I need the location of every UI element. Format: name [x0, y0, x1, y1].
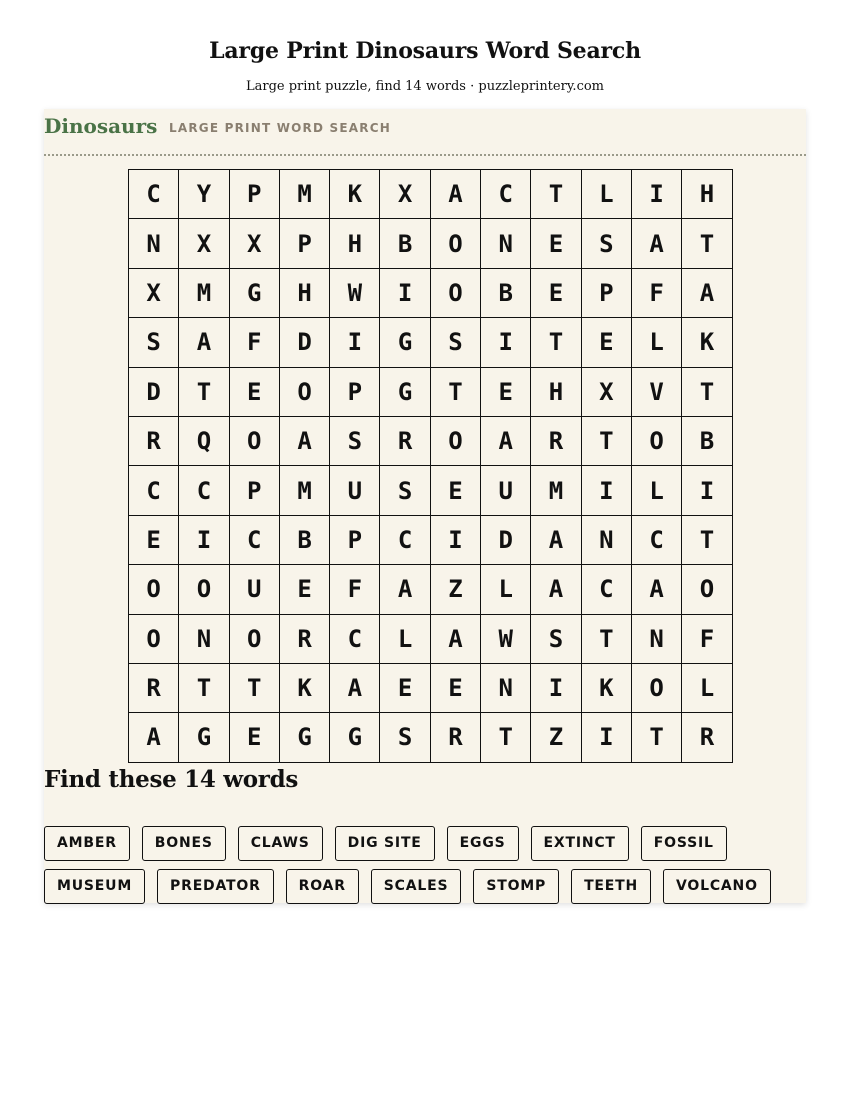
- grid-cell[interactable]: O: [279, 367, 329, 416]
- grid-cell[interactable]: C: [129, 170, 179, 219]
- page-title: Large Print Dinosaurs Word Search: [209, 38, 641, 64]
- grid-row: [129, 614, 733, 663]
- word-chip[interactable]: EXTINCT: [531, 826, 629, 861]
- grid-cell[interactable]: A: [430, 614, 480, 663]
- word-chip[interactable]: BONES: [142, 826, 226, 861]
- grid-cell[interactable]: B: [380, 219, 430, 268]
- grid-cell[interactable]: N: [481, 219, 531, 268]
- grid-cell[interactable]: T: [682, 219, 732, 268]
- grid-row: [129, 663, 733, 712]
- grid-cell[interactable]: F: [631, 268, 681, 317]
- grid-cell[interactable]: T: [179, 663, 229, 712]
- puzzle-kicker: LARGE PRINT WORD SEARCH: [169, 121, 391, 135]
- grid-cell[interactable]: E: [279, 565, 329, 614]
- grid-cell[interactable]: D: [481, 515, 531, 564]
- grid-cell[interactable]: L: [581, 170, 631, 219]
- grid-cell[interactable]: S: [430, 318, 480, 367]
- grid-cell[interactable]: O: [430, 416, 480, 465]
- grid-cell[interactable]: S: [531, 614, 581, 663]
- grid-cell[interactable]: E: [531, 219, 581, 268]
- grid-cell[interactable]: A: [531, 515, 581, 564]
- grid-cell[interactable]: S: [380, 466, 430, 515]
- grid-cell[interactable]: G: [380, 367, 430, 416]
- word-chip[interactable]: MUSEUM: [44, 869, 145, 904]
- grid-cell[interactable]: X: [179, 219, 229, 268]
- grid-cell[interactable]: T: [682, 515, 732, 564]
- word-chip[interactable]: EGGS: [447, 826, 519, 861]
- grid-row: [129, 268, 733, 317]
- grid-cell[interactable]: T: [631, 713, 681, 762]
- grid-cell[interactable]: I: [581, 466, 631, 515]
- grid-cell[interactable]: M: [531, 466, 581, 515]
- grid-cell[interactable]: T: [581, 416, 631, 465]
- word-chip[interactable]: CLAWS: [238, 826, 323, 861]
- grid-cell[interactable]: A: [430, 170, 480, 219]
- grid-cell[interactable]: G: [330, 713, 380, 762]
- grid-cell[interactable]: H: [682, 170, 732, 219]
- grid-cell[interactable]: R: [129, 416, 179, 465]
- word-chip[interactable]: SCALES: [371, 869, 462, 904]
- grid-cell[interactable]: T: [229, 663, 279, 712]
- grid-cell[interactable]: I: [179, 515, 229, 564]
- grid-row: [129, 515, 733, 564]
- word-list: [44, 826, 814, 904]
- grid-cell[interactable]: Q: [179, 416, 229, 465]
- grid-cell[interactable]: C: [380, 515, 430, 564]
- grid-cell[interactable]: S: [581, 219, 631, 268]
- grid-row: [129, 416, 733, 465]
- grid-cell[interactable]: A: [631, 565, 681, 614]
- grid-cell[interactable]: T: [531, 170, 581, 219]
- word-chip[interactable]: DIG SITE: [335, 826, 435, 861]
- grid-cell[interactable]: X: [229, 219, 279, 268]
- grid-cell[interactable]: I: [330, 318, 380, 367]
- grid-cell[interactable]: O: [631, 663, 681, 712]
- grid-cell[interactable]: M: [179, 268, 229, 317]
- grid-cell[interactable]: P: [581, 268, 631, 317]
- grid-cell[interactable]: G: [229, 268, 279, 317]
- grid-cell[interactable]: T: [531, 318, 581, 367]
- grid-cell[interactable]: U: [330, 466, 380, 515]
- grid-cell[interactable]: T: [682, 367, 732, 416]
- grid-cell[interactable]: E: [129, 515, 179, 564]
- grid-cell[interactable]: T: [481, 713, 531, 762]
- grid-cell[interactable]: T: [430, 367, 480, 416]
- grid-cell[interactable]: C: [179, 466, 229, 515]
- grid-cell[interactable]: A: [531, 565, 581, 614]
- grid-cell[interactable]: N: [179, 614, 229, 663]
- grid-cell[interactable]: F: [682, 614, 732, 663]
- grid-cell[interactable]: F: [229, 318, 279, 367]
- grid-cell[interactable]: T: [581, 614, 631, 663]
- puzzle-theme-title: Dinosaurs: [44, 114, 158, 138]
- grid-cell[interactable]: R: [279, 614, 329, 663]
- grid-cell[interactable]: O: [129, 614, 179, 663]
- grid-cell[interactable]: E: [581, 318, 631, 367]
- grid-cell[interactable]: V: [631, 367, 681, 416]
- grid-cell[interactable]: A: [380, 565, 430, 614]
- word-chip[interactable]: VOLCANO: [663, 869, 771, 904]
- grid-cell[interactable]: P: [330, 515, 380, 564]
- grid-cell[interactable]: D: [279, 318, 329, 367]
- grid-cell[interactable]: C: [229, 515, 279, 564]
- grid-cell[interactable]: Z: [430, 565, 480, 614]
- word-chip[interactable]: STOMP: [473, 869, 559, 904]
- grid-cell[interactable]: H: [279, 268, 329, 317]
- grid-cell[interactable]: I: [531, 663, 581, 712]
- grid-cell[interactable]: I: [481, 318, 531, 367]
- grid-cell[interactable]: A: [330, 663, 380, 712]
- grid-cell[interactable]: S: [129, 318, 179, 367]
- word-chip[interactable]: TEETH: [571, 869, 651, 904]
- puzzle-card: [44, 109, 806, 903]
- grid-cell[interactable]: L: [682, 663, 732, 712]
- grid-cell[interactable]: I: [682, 466, 732, 515]
- grid-cell[interactable]: B: [481, 268, 531, 317]
- grid-cell[interactable]: P: [229, 466, 279, 515]
- grid-cell[interactable]: Z: [531, 713, 581, 762]
- page-subtitle: Large print puzzle, find 14 words · puzzleprintery.com: [245, 79, 605, 94]
- grid-cell[interactable]: U: [229, 565, 279, 614]
- grid-row: [129, 713, 733, 762]
- grid-cell[interactable]: I: [581, 713, 631, 762]
- grid-row: [129, 170, 733, 219]
- grid-cell[interactable]: X: [380, 170, 430, 219]
- grid-cell[interactable]: R: [380, 416, 430, 465]
- grid-cell[interactable]: N: [129, 219, 179, 268]
- grid-cell[interactable]: K: [682, 318, 732, 367]
- grid-cell[interactable]: P: [279, 219, 329, 268]
- grid-cell[interactable]: E: [481, 367, 531, 416]
- grid-row: [129, 565, 733, 614]
- grid-cell[interactable]: B: [682, 416, 732, 465]
- grid-cell[interactable]: R: [430, 713, 480, 762]
- grid-cell[interactable]: N: [581, 515, 631, 564]
- grid-cell[interactable]: W: [330, 268, 380, 317]
- grid-cell[interactable]: A: [631, 219, 681, 268]
- grid-cell[interactable]: I: [430, 515, 480, 564]
- grid-row: [129, 219, 733, 268]
- grid-cell[interactable]: R: [531, 416, 581, 465]
- grid-cell[interactable]: I: [631, 170, 681, 219]
- word-chip[interactable]: PREDATOR: [157, 869, 274, 904]
- grid-cell[interactable]: C: [581, 565, 631, 614]
- grid-cell[interactable]: U: [481, 466, 531, 515]
- grid-cell[interactable]: A: [682, 268, 732, 317]
- grid-cell[interactable]: O: [129, 565, 179, 614]
- grid-cell[interactable]: O: [631, 416, 681, 465]
- grid-cell[interactable]: O: [430, 268, 480, 317]
- grid-cell[interactable]: L: [631, 466, 681, 515]
- word-chip[interactable]: AMBER: [44, 826, 130, 861]
- grid-cell[interactable]: N: [481, 663, 531, 712]
- grid-cell[interactable]: E: [430, 466, 480, 515]
- grid-cell[interactable]: R: [682, 713, 732, 762]
- word-list-heading: Find these 14 words: [44, 766, 299, 793]
- grid-cell[interactable]: O: [179, 565, 229, 614]
- grid-cell[interactable]: E: [430, 663, 480, 712]
- letter-grid: [128, 169, 733, 763]
- grid-cell[interactable]: P: [330, 367, 380, 416]
- grid-row: [129, 367, 733, 416]
- grid-cell[interactable]: H: [531, 367, 581, 416]
- grid-cell[interactable]: X: [129, 268, 179, 317]
- grid-cell[interactable]: K: [279, 663, 329, 712]
- grid-cell[interactable]: O: [229, 416, 279, 465]
- grid-cell[interactable]: G: [179, 713, 229, 762]
- grid-cell[interactable]: W: [481, 614, 531, 663]
- grid-cell[interactable]: H: [330, 219, 380, 268]
- grid-cell[interactable]: C: [330, 614, 380, 663]
- grid-cell[interactable]: C: [631, 515, 681, 564]
- grid-cell[interactable]: A: [129, 713, 179, 762]
- grid-cell[interactable]: K: [330, 170, 380, 219]
- grid-cell[interactable]: S: [380, 713, 430, 762]
- grid-cell[interactable]: O: [682, 565, 732, 614]
- grid-cell[interactable]: P: [229, 170, 279, 219]
- grid-cell[interactable]: G: [279, 713, 329, 762]
- card-header: [44, 109, 806, 156]
- grid-cell[interactable]: N: [631, 614, 681, 663]
- grid-cell[interactable]: F: [330, 565, 380, 614]
- grid-cell[interactable]: K: [581, 663, 631, 712]
- grid-cell[interactable]: B: [279, 515, 329, 564]
- grid-cell[interactable]: R: [129, 663, 179, 712]
- grid-cell[interactable]: G: [380, 318, 430, 367]
- grid-cell[interactable]: C: [481, 170, 531, 219]
- grid-cell[interactable]: O: [229, 614, 279, 663]
- grid-cell[interactable]: E: [229, 713, 279, 762]
- grid-cell[interactable]: L: [631, 318, 681, 367]
- grid-cell[interactable]: A: [279, 416, 329, 465]
- grid-cell[interactable]: E: [531, 268, 581, 317]
- grid-cell[interactable]: T: [179, 367, 229, 416]
- grid-cell[interactable]: A: [179, 318, 229, 367]
- grid-cell[interactable]: M: [279, 170, 329, 219]
- grid-row: [129, 318, 733, 367]
- grid-cell[interactable]: A: [481, 416, 531, 465]
- grid-cell[interactable]: M: [279, 466, 329, 515]
- grid-cell[interactable]: I: [380, 268, 430, 317]
- grid-cell[interactable]: X: [581, 367, 631, 416]
- grid-cell[interactable]: C: [129, 466, 179, 515]
- grid-cell[interactable]: E: [380, 663, 430, 712]
- grid-cell[interactable]: O: [430, 219, 480, 268]
- word-chip[interactable]: FOSSIL: [641, 826, 727, 861]
- grid-cell[interactable]: E: [229, 367, 279, 416]
- word-chip[interactable]: ROAR: [286, 869, 359, 904]
- grid-cell[interactable]: L: [481, 565, 531, 614]
- grid-cell[interactable]: D: [129, 367, 179, 416]
- grid-cell[interactable]: L: [380, 614, 430, 663]
- grid-row: [129, 466, 733, 515]
- grid-cell[interactable]: Y: [179, 170, 229, 219]
- grid-cell[interactable]: S: [330, 416, 380, 465]
